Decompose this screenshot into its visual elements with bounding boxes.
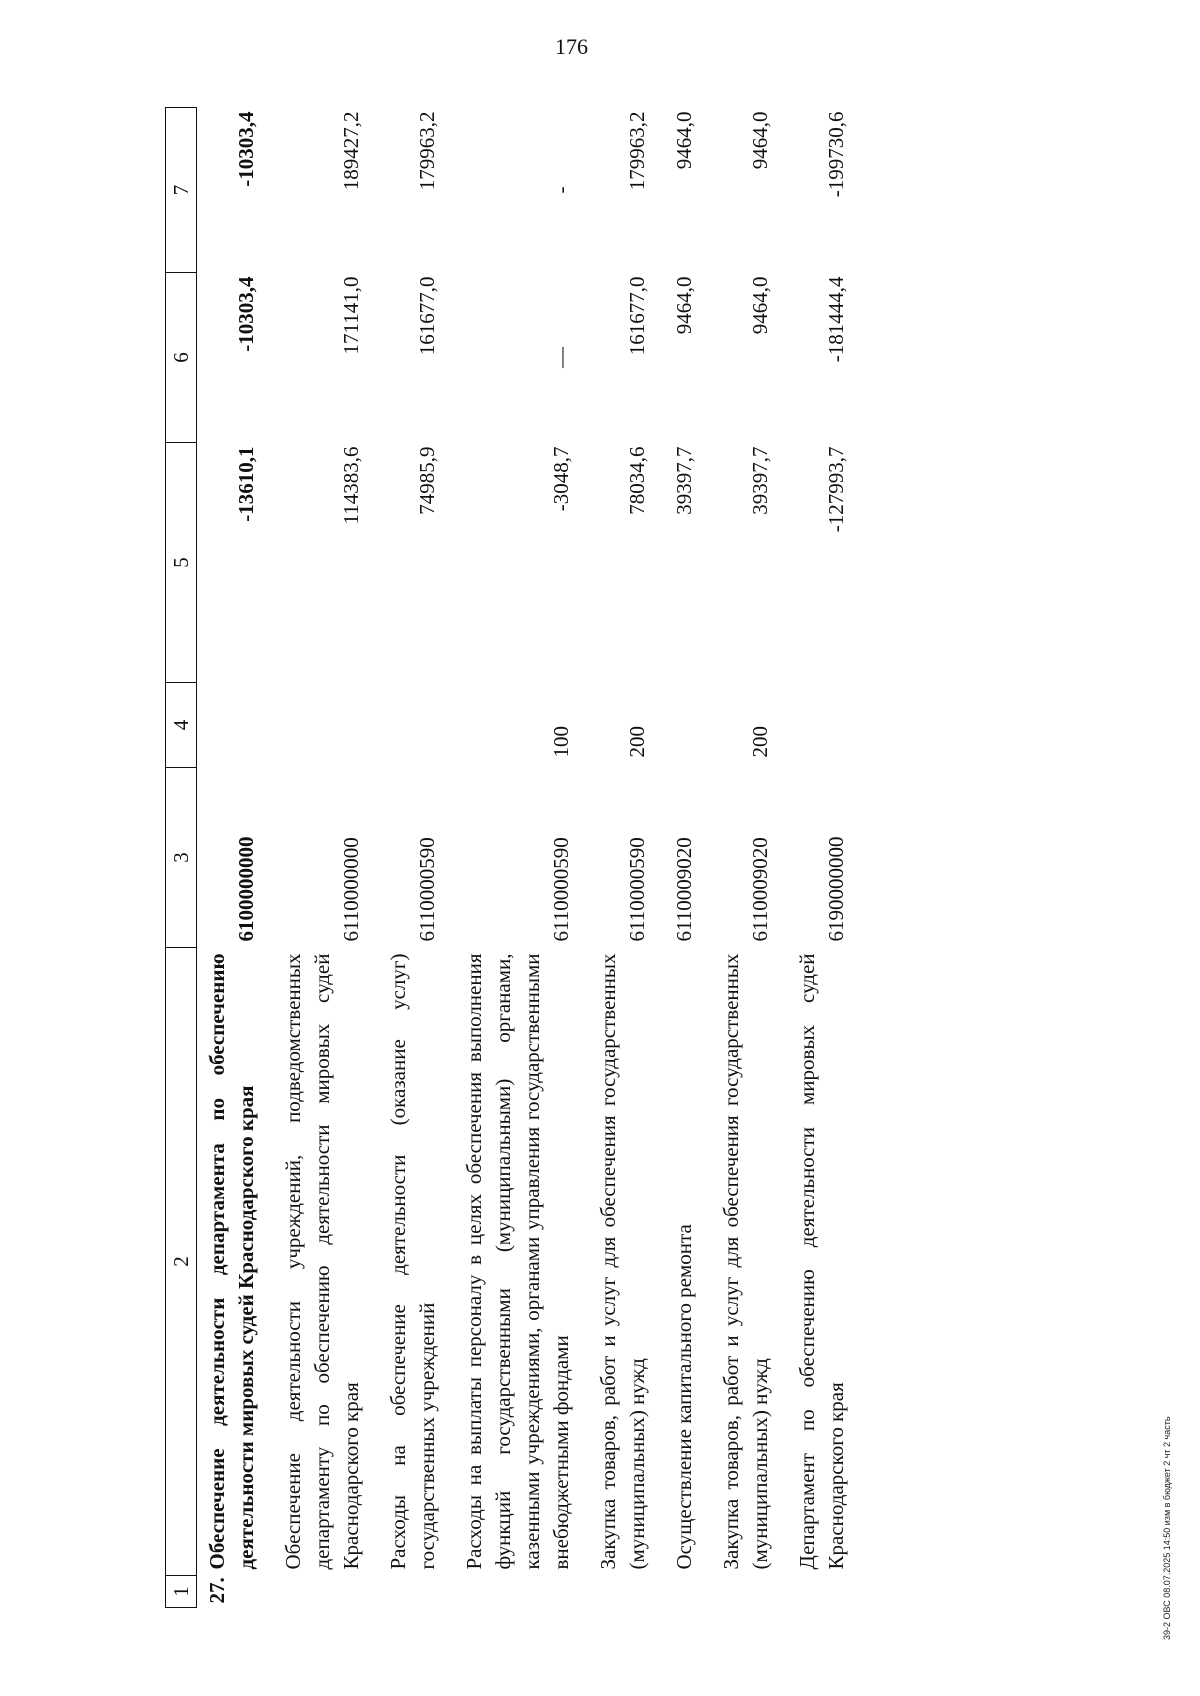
row-col-7: 179963,2 [625, 111, 649, 191]
row-col-6: — [549, 347, 573, 368]
row-name: Осуществление капитального ремонта [672, 1224, 696, 1570]
row-col-6: 161677,0 [625, 276, 649, 356]
row-col-6: -10303,4 [234, 276, 258, 352]
row-code: 6110000590 [415, 837, 439, 942]
header-col-2: 2 [166, 948, 197, 1576]
row-col-6: -181444,4 [824, 276, 848, 363]
row-col-5: 78034,6 [625, 446, 649, 515]
row-col-6: 9464,0 [748, 276, 772, 335]
table-row [197, 108, 274, 1608]
row-col-6: 171141,0 [339, 276, 363, 355]
row-col-6: 161677,0 [415, 276, 439, 356]
row-number [711, 1576, 787, 1608]
row-col-7: -10303,4 [234, 111, 258, 187]
row-col-7: -199730,6 [824, 111, 848, 198]
table-row [273, 108, 378, 1608]
budget-table [165, 107, 863, 1608]
row-code: 6100000000 [234, 836, 258, 942]
row-kvr: 200 [625, 726, 649, 758]
table-row [787, 108, 863, 1608]
row-number [664, 1576, 711, 1608]
row-col-6: 9464,0 [672, 276, 696, 335]
row-number: 27. [205, 1577, 229, 1604]
row-col-7: 179963,2 [415, 111, 439, 191]
row-col-5: 39397,7 [748, 446, 772, 515]
row-col-5: 114383,6 [339, 446, 363, 525]
row-code: 6110009020 [672, 837, 696, 942]
row-kvr [378, 683, 454, 768]
row-number [588, 1576, 664, 1608]
row-code: 6190000000 [824, 836, 848, 942]
header-col-5: 5 [166, 443, 197, 683]
row-col-5: 74985,9 [415, 446, 439, 515]
row-name: Расходы на выплаты персоналу в целях обеспечения выполнения функций государственными (муниципальными) органами, казенными учреждениями, органами управления государственными внебюджетными фондами [462, 953, 573, 1570]
header-col-1: 1 [166, 1576, 197, 1608]
row-number [378, 1576, 454, 1608]
row-col-5: -13610,1 [234, 446, 258, 522]
table-row [454, 108, 588, 1608]
table-row [378, 108, 454, 1608]
table-body [197, 108, 864, 1608]
row-name: Обеспечение деятельности учреждений, подведомственных департаменту по обеспечению деятельности мировых судей Краснодарского края [281, 953, 363, 1570]
row-kvr [197, 683, 274, 768]
row-kvr [664, 683, 711, 768]
row-col-5: -127993,7 [824, 446, 848, 533]
header-col-6: 6 [166, 273, 197, 443]
row-code: 6110000590 [549, 837, 573, 942]
header-col-7: 7 [166, 108, 197, 273]
row-col-7: - [549, 186, 573, 194]
row-kvr [787, 683, 863, 768]
row-name: Закупка товаров, работ и услуг для обеспечения государственных (муниципальных) нужд [596, 953, 649, 1570]
footer-stamp: 39-2 ОВС 08.07.2025 14:50 изм в бюджет 2 чт 2 часть [1162, 1416, 1172, 1640]
row-col-7: 9464,0 [748, 111, 772, 170]
row-number [454, 1576, 588, 1608]
table-row [664, 108, 711, 1608]
row-code: 6110009020 [748, 837, 772, 942]
table-header [166, 108, 197, 1608]
page-number: 176 [555, 34, 588, 59]
row-name: Закупка товаров, работ и услуг для обеспечения государственных (муниципальных) нужд [719, 953, 772, 1570]
row-kvr: 200 [748, 726, 772, 758]
row-col-7: 9464,0 [672, 111, 696, 170]
row-col-7: 189427,2 [339, 111, 363, 191]
row-col-5: 39397,7 [672, 446, 696, 515]
header-col-4: 4 [166, 683, 197, 768]
budget-table-rotated [165, 108, 1025, 1608]
header-row [166, 108, 197, 1608]
row-kvr: 100 [549, 726, 573, 758]
row-code: 6110000590 [625, 837, 649, 942]
table-row [588, 108, 664, 1608]
row-kvr [273, 683, 378, 768]
row-number [273, 1576, 378, 1608]
row-name: Расходы на обеспечение деятельности (оказание услуг) государственных учреждений [386, 953, 439, 1570]
row-name: Обеспечение деятельности департамента по обеспечению деятельности мировых судей Краснодарского края [205, 953, 258, 1570]
row-name: Департамент по обеспечению деятельности мировых судей Краснодарского края [795, 953, 848, 1570]
row-col-5: -3048,7 [549, 446, 573, 512]
row-code: 6110000000 [339, 837, 363, 942]
table-row [711, 108, 787, 1608]
header-col-3: 3 [166, 768, 197, 948]
row-number [787, 1576, 863, 1608]
